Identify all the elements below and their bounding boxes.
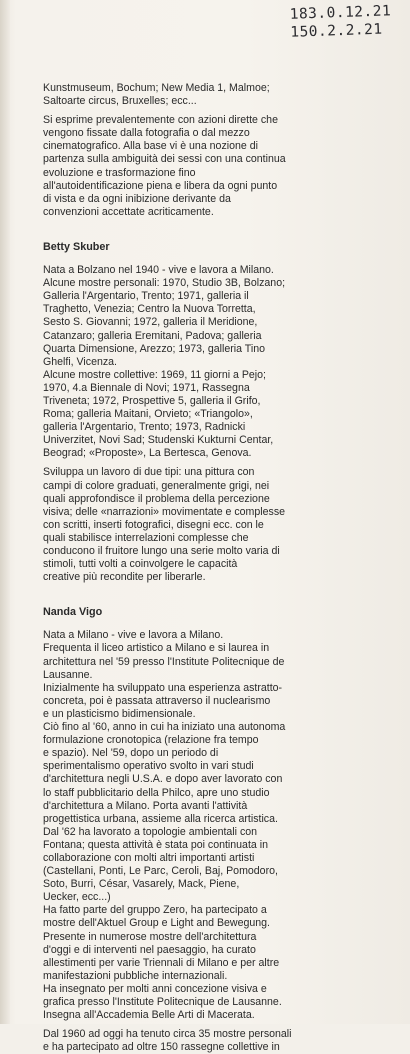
solo-exhibitions: Alcune mostre personali: 1970, Studio 3B, Bolzano; Galleria l'Argentario, Trento; 1971, galleria il Traghetto, Venezia; Centro la Nuova Torretta, Sesto S. Giovanni; 1972, galleria il Meridione, Catanzaro; galleria Eremitani, Padova; galleria Quarta Dimensione, Arezzo; 1973, galleria Tino Ghelfi, Vicenza. <box>43 277 286 368</box>
handwritten-annotation <box>289 2 394 42</box>
artist-bio: Nata a Bolzano nel 1940 - vive e lavora a Milano. <box>43 264 274 277</box>
page-edge-shadow <box>0 0 10 1024</box>
artist-name-heading: Nanda Vigo <box>43 606 103 619</box>
group-exhibitions: Alcune mostre collettive: 1969, 11 giorni a Pejo; 1970, 4.a Biennale di Novi; 1971, Rassegna Triveneta; 1972, Prospettive 5, galleria il Grifo, Roma; galleria Maitani, Orvieto; «Triangolo», galleria l'Argentario, Trento; 1973, Radnicki Univerzitet, Novi Sad; Studenski Kukturni Centar, Beograd; «Proposte», La Bertesca, Genova. <box>43 368 274 460</box>
artist-name-heading: Betty Skuber <box>43 240 110 253</box>
artist-description: Si esprime prevalentemente con azioni dirette che vengono fissate dalla fotografia o dal mezzo cinematografico. Alla base vi è una nozione di partenza sulla ambiguità dei sessi con una continua evoluzione e trasformazione fino all'autoidentificazione piena e libera da ogni punto di vista e da ogni inibizione derivante da convenzioni accettate acriticamente. <box>43 114 286 218</box>
artist-section-nanda-vigo <box>43 606 387 1054</box>
annotation-line-2: 150.2.2.21 <box>290 21 383 41</box>
career-description: Inizialmente ha sviluppato una esperienza astratto- concreta, poi è passata attraverso il nuclearismo e un plasticismo bidimensionale. Ciò fino al '60, anno in cui ha iniziato una autonoma formulazione cronotopica (relazione fra tempo e spazio). Nel '59, dopo un periodo di sperimentalismo operativo svolto in vari studi d'architettura negli U.S.A. e dopo aver lavorato con lo staff pubblicitario della Philco, apre uno studio d'architettura a Milano. Porta avanti l'attività progettistica urbana, assieme alla ricerca artistica. Dal '62 ha lavorato a topologie ambientali con Fontana; questa attività è stata poi continuata in collaborazione con molti altri importanti artisti (Castellani, Ponti, Le Parc, Ceroli, Baj, Pomodoro, Soto, Burri, César, Vasarely, Mack, Piene, Uecker, ecc...) Ha fatto parte del gruppo Zero, ha partecipato a mostre dell'Aktuel Group e Light and Bewegung. Presente in numerose mostre dell'architettura d'oggi e di interventi nel paesaggio, ha curato allestimenti per varie Triennali di Milano e per altre manifestazioni pubbliche internazionali. Ha insegnato per molti anni concezione visiva e grafica presso l'Institute Politecnique de Lausanne. Insegna all'Accademia Belle Arti di Macerata. <box>43 681 286 1022</box>
document-body <box>43 82 387 1054</box>
artist-section-betty-skuber <box>43 241 387 584</box>
artist-bio: Nata a Milano - vive e lavora a Milano. Frequenta il liceo artistico a Milano e si laurea in architettura nel '59 presso l'Institute Politecnique de Lausanne. <box>43 629 285 681</box>
exhibitions-continued: Kunstmuseum, Bochum; New Media 1, Malmoe; Saltoarte circus, Bruxelles; ecc... <box>43 82 270 108</box>
exhibitions-summary: Dal 1960 ad oggi ha tenuto circa 35 mostre personali e ha partecipato ad oltre 150 rassegne collettive in <box>43 1028 292 1054</box>
work-description: Sviluppa un lavoro di due tipi: una pittura con campi di colore graduati, generalmente grigi, nei quali approfondisce il problema della percezione visiva; delle «narrazioni» movimentate e complesse con scritti, inserti fotografici, disegni ecc. con le quali stabilisce interrelazioni complesse che conducono il fruitore lungo una serie molto varia di stimoli, tutti volti a coinvolgere le capacità creative più recondite per liberarle. <box>43 466 286 584</box>
annotation-line-1: 183.0.12.21 <box>289 3 392 23</box>
